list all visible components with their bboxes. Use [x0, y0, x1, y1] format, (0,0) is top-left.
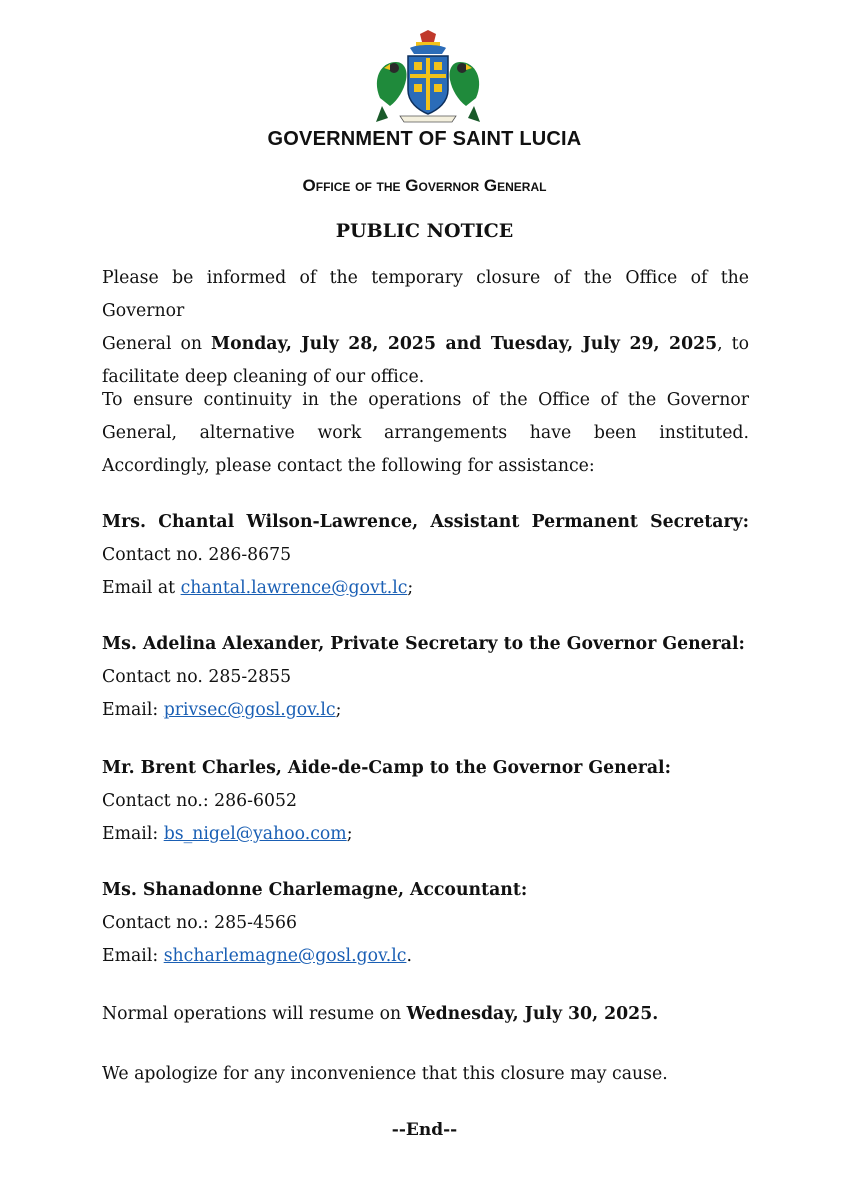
email-label: Email: [102, 946, 164, 966]
contact-email-line [102, 940, 749, 973]
email-label: Email at [102, 578, 181, 598]
coat-of-arms-icon [370, 28, 486, 124]
contact-block [102, 628, 749, 727]
intro-line-2-prefix: General on [102, 334, 211, 354]
apology-paragraph [102, 1058, 749, 1091]
end-mark: --End-- [391, 1120, 458, 1140]
continuity-paragraph [102, 384, 749, 483]
contact-phone: Contact no. 285-2855 [102, 667, 292, 687]
contact-email-line [102, 694, 749, 727]
contact-email-line [102, 572, 749, 605]
resume-prefix: Normal operations will resume on [102, 1004, 407, 1024]
email-punctuation: . [406, 946, 412, 966]
resume-line [102, 998, 749, 1031]
notice-title: PUBLIC NOTICE [335, 220, 514, 242]
government-title: GOVERNMENT OF SAINT LUCIA [267, 128, 582, 150]
office-title: Office of the Governor General [302, 176, 547, 195]
intro-line-1: Please be informed of the temporary closure of the Office of the Governor [102, 268, 749, 321]
contact-email-line [102, 818, 749, 851]
contact-block [102, 874, 749, 973]
email-punctuation: ; [346, 824, 353, 844]
contact-phone: Contact no.: 286-6052 [102, 791, 297, 811]
email-label: Email: [102, 700, 164, 720]
email-link[interactable]: privsec@gosl.gov.lc [163, 700, 336, 720]
contact-block [102, 506, 749, 605]
continuity-line-2: General, alternative work arrangements have been instituted. [102, 423, 749, 443]
email-punctuation: ; [407, 578, 414, 598]
contact-block [102, 752, 749, 851]
contact-phone: Contact no.: 285-4566 [102, 913, 297, 933]
resume-paragraph [102, 998, 749, 1031]
contact-heading: Ms. Shanadonne Charlemagne, Accountant: [102, 880, 528, 900]
resume-date: Wednesday, July 30, 2025. [406, 1004, 659, 1024]
email-link[interactable]: chantal.lawrence@govt.lc [180, 578, 408, 598]
email-label: Email: [102, 824, 164, 844]
continuity-line-3: Accordingly, please contact the following for assistance: [102, 456, 595, 476]
continuity-line-1: To ensure continuity in the operations of the Office of the Governor [102, 390, 749, 410]
closure-dates: Monday, July 28, 2025 and Tuesday, July 29, 2025 [211, 334, 718, 354]
email-link[interactable]: shcharlemagne@gosl.gov.lc [163, 946, 407, 966]
contact-phone: Contact no. 286-8675 [102, 545, 292, 565]
apology-line: We apologize for any inconvenience that this closure may cause. [102, 1064, 668, 1084]
contact-heading: Ms. Adelina Alexander, Private Secretary to the Governor General: [102, 634, 745, 654]
intro-line-2-suffix: , to [717, 334, 749, 354]
intro-paragraph [102, 262, 749, 394]
email-punctuation: ; [335, 700, 342, 720]
contact-heading: Mrs. Chantal Wilson-Lawrence, Assistant Permanent Secretary: [102, 512, 749, 532]
email-link[interactable]: bs_nigel@yahoo.com [163, 824, 347, 844]
intro-line-2 [102, 328, 749, 361]
intro-line-3: facilitate deep cleaning of our office. [102, 367, 425, 387]
contact-heading: Mr. Brent Charles, Aide-de-Camp to the Governor General: [102, 758, 671, 778]
